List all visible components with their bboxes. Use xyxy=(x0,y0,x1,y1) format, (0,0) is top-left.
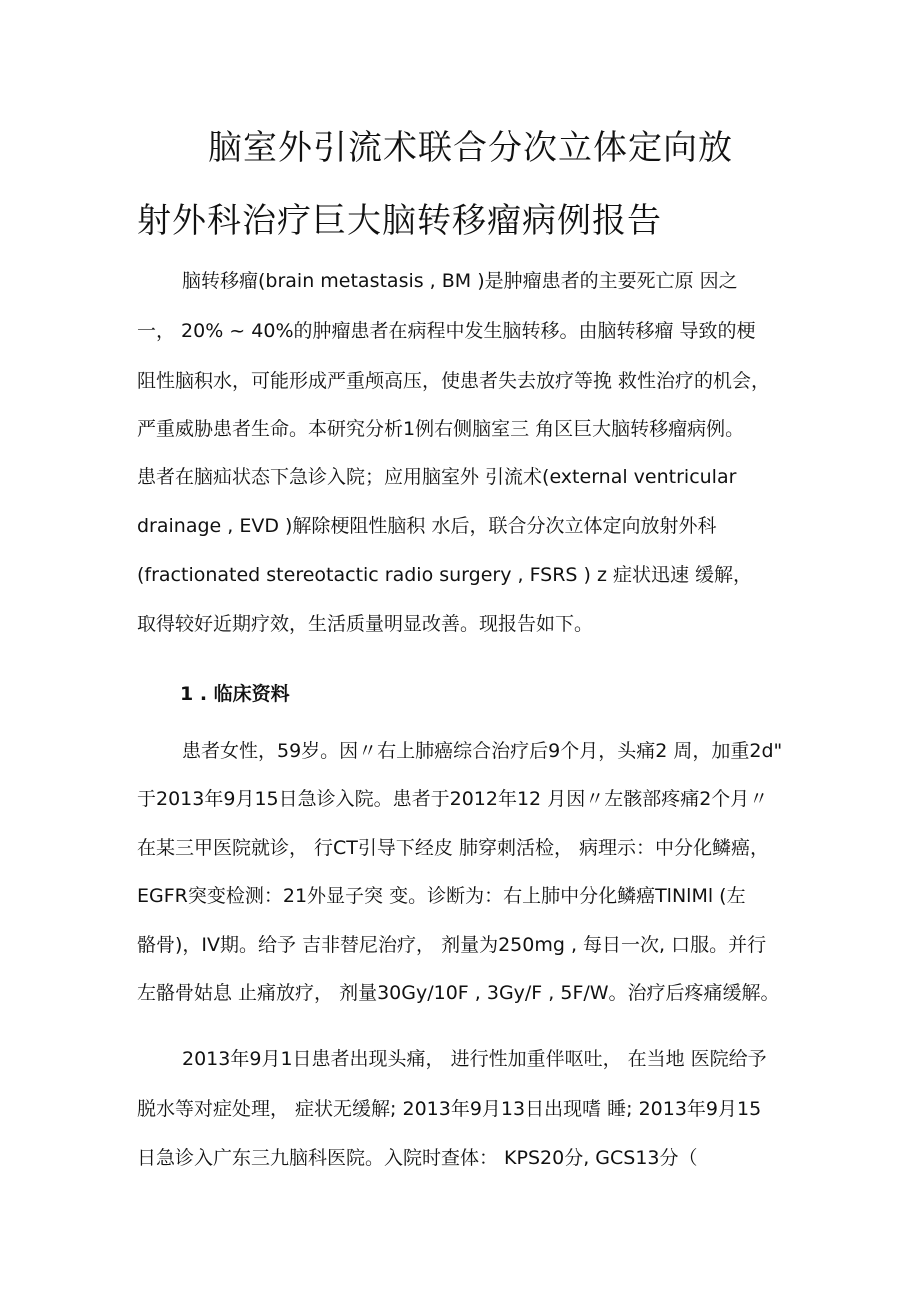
title-line-2: 射外科治疗巨大脑转移瘤病例报告 xyxy=(137,201,662,241)
case-line-5: 骼骨)，IV期。给予 吉非替尼治疗， 剂量为250mg , 每日一次, 口服。并行 xyxy=(137,934,767,956)
intro-line-6: drainage , EVD )解除梗阻性脑积 水后，联合分次立体定向放射外科 xyxy=(137,515,717,537)
title-line-1: 脑室外引流术联合分次立体定向放 xyxy=(208,128,733,168)
followup-line-2: 脱水等对症处理， 症状无缓解; 2013年9月13日出现嗜 睡; 2013年9月15 xyxy=(137,1098,762,1120)
case-line-4: EGFR突变检测：21外显子突 变。诊断为：右上肺中分化鳞癌TlNlMl (左 xyxy=(137,885,746,907)
case-line-1: 患者女性，59岁。因〃右上肺癌综合治疗后9个月，头痛2 周，加重2d" xyxy=(182,740,783,762)
case-line-6: 左骼骨姑息 止痛放疗， 剂量30Gy/10F , 3Gy/F , 5F/W。治疗后疼痛缓解。 xyxy=(137,982,780,1004)
intro-line-8: 取得较好近期疗效，生活质量明显改善。现报告如下。 xyxy=(137,613,594,635)
intro-line-2: 一， 20% ~ 40%的肿瘤患者在病程中发生脑转移。由脑转移瘤 导致的梗 xyxy=(137,320,756,342)
section-heading: 1 . 临床资料 xyxy=(180,683,290,705)
followup-line-3: 日急诊入广东三九脑科医院。入院时查体： KPS20分, GCS13分（ xyxy=(137,1147,698,1169)
intro-line-5: 患者在脑疝状态下急诊入院；应用脑室外 引流术(external ventricular xyxy=(137,466,737,488)
intro-line-1: 脑转移瘤(brain metastasis , BM )是肿瘤患者的主要死亡原 因之 xyxy=(182,270,738,292)
followup-line-1: 2013年9月1日患者出现头痛， 进行性加重伴呕吐， 在当地 医院给予 xyxy=(182,1048,767,1070)
case-line-3: 在某三甲医院就诊， 行CT引导下经皮 肺穿刺活检， 病理示：中分化鳞癌， xyxy=(137,837,769,859)
intro-line-4: 严重威胁患者生命。本研究分析1例右侧脑室三 角区巨大脑转移瘤病例。 xyxy=(137,418,745,440)
intro-line-7: (fractionated stereotactic radio surgery , FSRS ) z 症状迅速 缓解， xyxy=(137,564,753,586)
intro-line-3: 阻性脑积水，可能形成严重颅高压，使患者失去放疗等挽 救性治疗的机会， xyxy=(137,370,771,392)
case-line-2: 于2013年9月15日急诊入院。患者于2012年12 月因〃左骸部疼痛2个月〃 xyxy=(137,788,769,810)
